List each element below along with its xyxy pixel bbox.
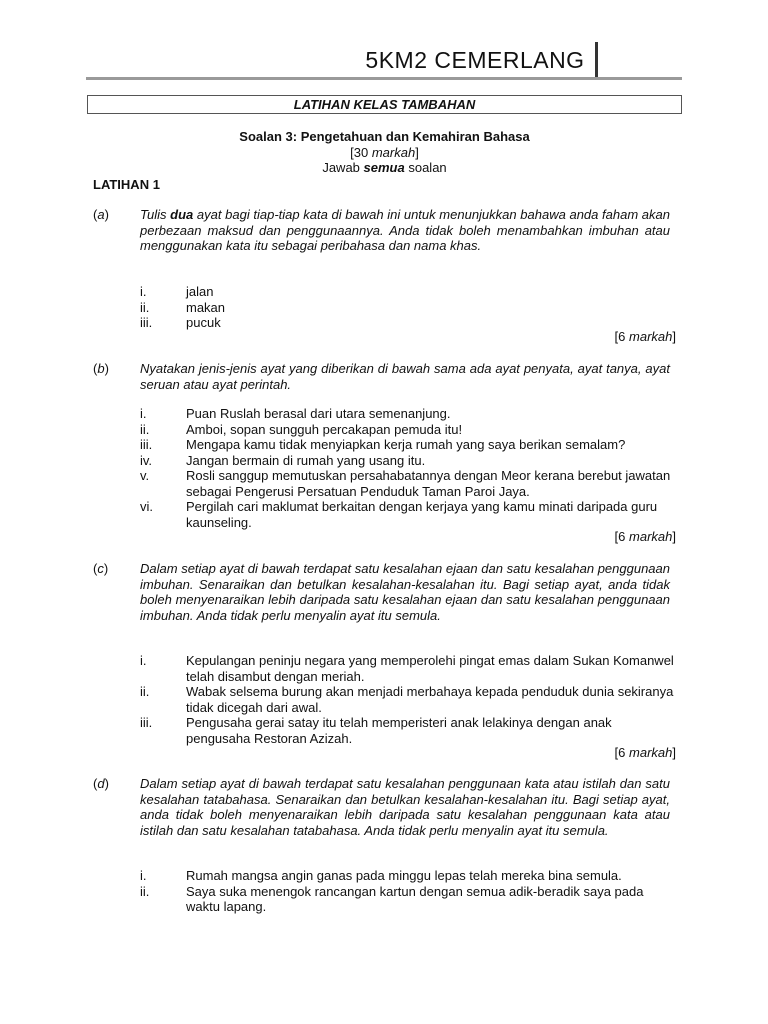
item-text: Amboi, sopan sungguh percakapan pemuda itu! bbox=[186, 421, 463, 437]
item-text: Wabak selsema burung akan menjadi merbahaya kepada penduduk dunia sekiranya tidak dicegah dari awal. bbox=[186, 684, 674, 715]
list-item bbox=[140, 499, 675, 530]
list-item bbox=[140, 468, 675, 499]
label-close: ) bbox=[104, 776, 109, 791]
question-a-text bbox=[140, 207, 670, 254]
item-text: Rumah mangsa angin ganas pada minggu lepas telah mereka bina semula. bbox=[186, 868, 622, 883]
question-a-items bbox=[140, 284, 675, 331]
item-number: i. bbox=[140, 868, 147, 883]
soalan-instruction bbox=[87, 160, 682, 176]
soalan-markah bbox=[87, 145, 682, 161]
item-text: Saya suka menengok rancangan kartun dengan semua adik-beradik saya pada waktu lapang. bbox=[186, 883, 644, 914]
question-a-text-post: ayat bagi tiap-tiap kata di bawah ini untuk menunjukkan bahawa anda faham akan perbezaan maksud dan penggunaannya. Anda tidak boleh menambahkan imbuhan atau menggunakan kata itu sebagai peribahasa dan nama khas. bbox=[140, 207, 670, 253]
label-letter: b bbox=[97, 361, 105, 376]
question-a-text-bold: dua bbox=[170, 207, 194, 222]
label-letter: d bbox=[97, 776, 105, 791]
label-letter: c bbox=[97, 561, 104, 576]
list-item bbox=[140, 684, 675, 715]
item-number: v. bbox=[140, 468, 150, 483]
item-number: ii. bbox=[140, 421, 150, 437]
question-a-text-pre: Tulis bbox=[140, 207, 171, 222]
list-item bbox=[140, 422, 675, 438]
item-number: i. bbox=[140, 653, 147, 668]
markah-word: markah bbox=[629, 529, 673, 544]
list-item bbox=[140, 868, 675, 884]
list-item bbox=[140, 884, 675, 915]
list-item bbox=[140, 300, 675, 316]
label-letter: a bbox=[97, 207, 105, 222]
markah-word: markah bbox=[629, 745, 673, 760]
item-text: pucuk bbox=[186, 315, 221, 330]
markah-open: [6 bbox=[614, 329, 630, 344]
item-number: i. bbox=[140, 406, 147, 421]
label-open: ( bbox=[93, 207, 98, 222]
item-number: iv. bbox=[140, 452, 153, 468]
question-b-items bbox=[140, 406, 675, 530]
label-open: ( bbox=[93, 361, 98, 376]
question-a-markah bbox=[615, 329, 676, 345]
markah-open: [6 bbox=[614, 745, 630, 760]
item-text: Jangan bermain di rumah yang usang itu. bbox=[186, 452, 426, 468]
jawab-bold: semua bbox=[363, 160, 405, 175]
soalan-markah-word: markah bbox=[371, 145, 416, 160]
list-item bbox=[140, 453, 675, 469]
label-close: ) bbox=[103, 561, 109, 576]
question-d-text: Dalam setiap ayat di bawah terdapat satu kesalahan penggunaan kata atau istilah dan satu kesalahan tatabahasa. Senaraikan dan betulkan kesalahan-kesalahan itu. Bagi setiap ayat, anda tidak boleh menyenaraikan lebih daripada satu kesalahan penggunaan kata atau istilah dan satu kesalahan tatabahasa. Anda tidak perlu menyalin ayat itu semula. bbox=[140, 776, 670, 838]
markah-close: ] bbox=[672, 745, 676, 760]
question-b-label bbox=[93, 361, 109, 377]
header-vertical-bar bbox=[595, 42, 598, 78]
document-header-title: 5KM2 CEMERLANG bbox=[365, 47, 585, 73]
question-c-text: Dalam setiap ayat di bawah terdapat satu kesalahan ejaan dan satu kesalahan penggunaan imbuhan. Senaraikan dan betulkan kesalahan-kesalahan itu. Bagi setiap ayat, anda tidak boleh menyenaraikan lebih daripada satu kesalahan ejaan dan satu kesalahan penggunaan imbuhan. Anda tidak perlu menyalin ayat itu semula. bbox=[140, 561, 670, 623]
markah-close: ] bbox=[672, 329, 676, 344]
list-item bbox=[140, 653, 675, 684]
box-title: LATIHAN KELAS TAMBAHAN bbox=[87, 95, 682, 114]
question-a-label bbox=[93, 207, 109, 223]
label-close: ) bbox=[104, 207, 109, 222]
question-d-items bbox=[140, 868, 675, 915]
latihan-heading: LATIHAN 1 bbox=[93, 177, 160, 192]
item-number: iii. bbox=[140, 315, 153, 330]
label-open: ( bbox=[93, 561, 98, 576]
list-item bbox=[140, 315, 675, 331]
label-close: ) bbox=[104, 361, 109, 376]
list-item bbox=[140, 284, 675, 300]
soalan-markah-open: [30 bbox=[350, 145, 372, 160]
item-text: makan bbox=[186, 299, 226, 315]
item-number: iii. bbox=[140, 715, 153, 730]
markah-close: ] bbox=[672, 529, 676, 544]
markah-word: markah bbox=[629, 329, 673, 344]
item-text: Pergilah cari maklumat berkaitan dengan kerjaya yang kamu minati daripada guru kaunseling. bbox=[186, 499, 658, 530]
item-text: Puan Ruslah berasal dari utara semenanjung. bbox=[186, 406, 451, 421]
question-c-label bbox=[93, 561, 108, 577]
item-number: vi. bbox=[140, 499, 153, 514]
item-text: Pengusaha gerai satay itu telah memperisteri anak lelakinya dengan anak pengusaha Restoran Azizah. bbox=[186, 715, 612, 746]
question-d-label bbox=[93, 776, 109, 792]
jawab-post: soalan bbox=[404, 160, 447, 175]
item-number: iii. bbox=[140, 437, 153, 452]
question-b-text: Nyatakan jenis-jenis ayat yang diberikan di bawah sama ada ayat penyata, ayat tanya, ayat seruan atau ayat perintah. bbox=[140, 361, 670, 392]
list-item bbox=[140, 715, 675, 746]
soalan-title: Soalan 3: Pengetahuan dan Kemahiran Bahasa bbox=[239, 129, 530, 144]
item-number: ii. bbox=[140, 883, 150, 899]
item-number: ii. bbox=[140, 299, 150, 315]
question-c-markah bbox=[615, 745, 676, 761]
question-c-items bbox=[140, 653, 675, 746]
item-text: Kepulangan peninju negara yang memperolehi pingat emas dalam Sukan Komanwel telah disambut dengan meriah. bbox=[186, 653, 674, 684]
list-item bbox=[140, 437, 675, 453]
label-open: ( bbox=[93, 776, 98, 791]
item-text: Mengapa kamu tidak menyiapkan kerja rumah yang saya berikan semalam? bbox=[186, 437, 626, 452]
item-number: i. bbox=[140, 284, 147, 299]
item-number: ii. bbox=[140, 684, 150, 699]
soalan-markah-close: ] bbox=[415, 145, 419, 160]
question-b-markah bbox=[615, 529, 676, 545]
markah-open: [6 bbox=[614, 529, 630, 544]
list-item bbox=[140, 406, 675, 422]
item-text: jalan bbox=[186, 284, 214, 299]
header-rule bbox=[86, 77, 682, 80]
jawab-pre: Jawab bbox=[322, 160, 364, 175]
item-text: Rosli sanggup memutuskan persahabatannya dengan Meor kerana berebut jawatan sebagai Pengerusi Persatuan Penduduk Taman Paroi Jaya. bbox=[186, 468, 671, 499]
